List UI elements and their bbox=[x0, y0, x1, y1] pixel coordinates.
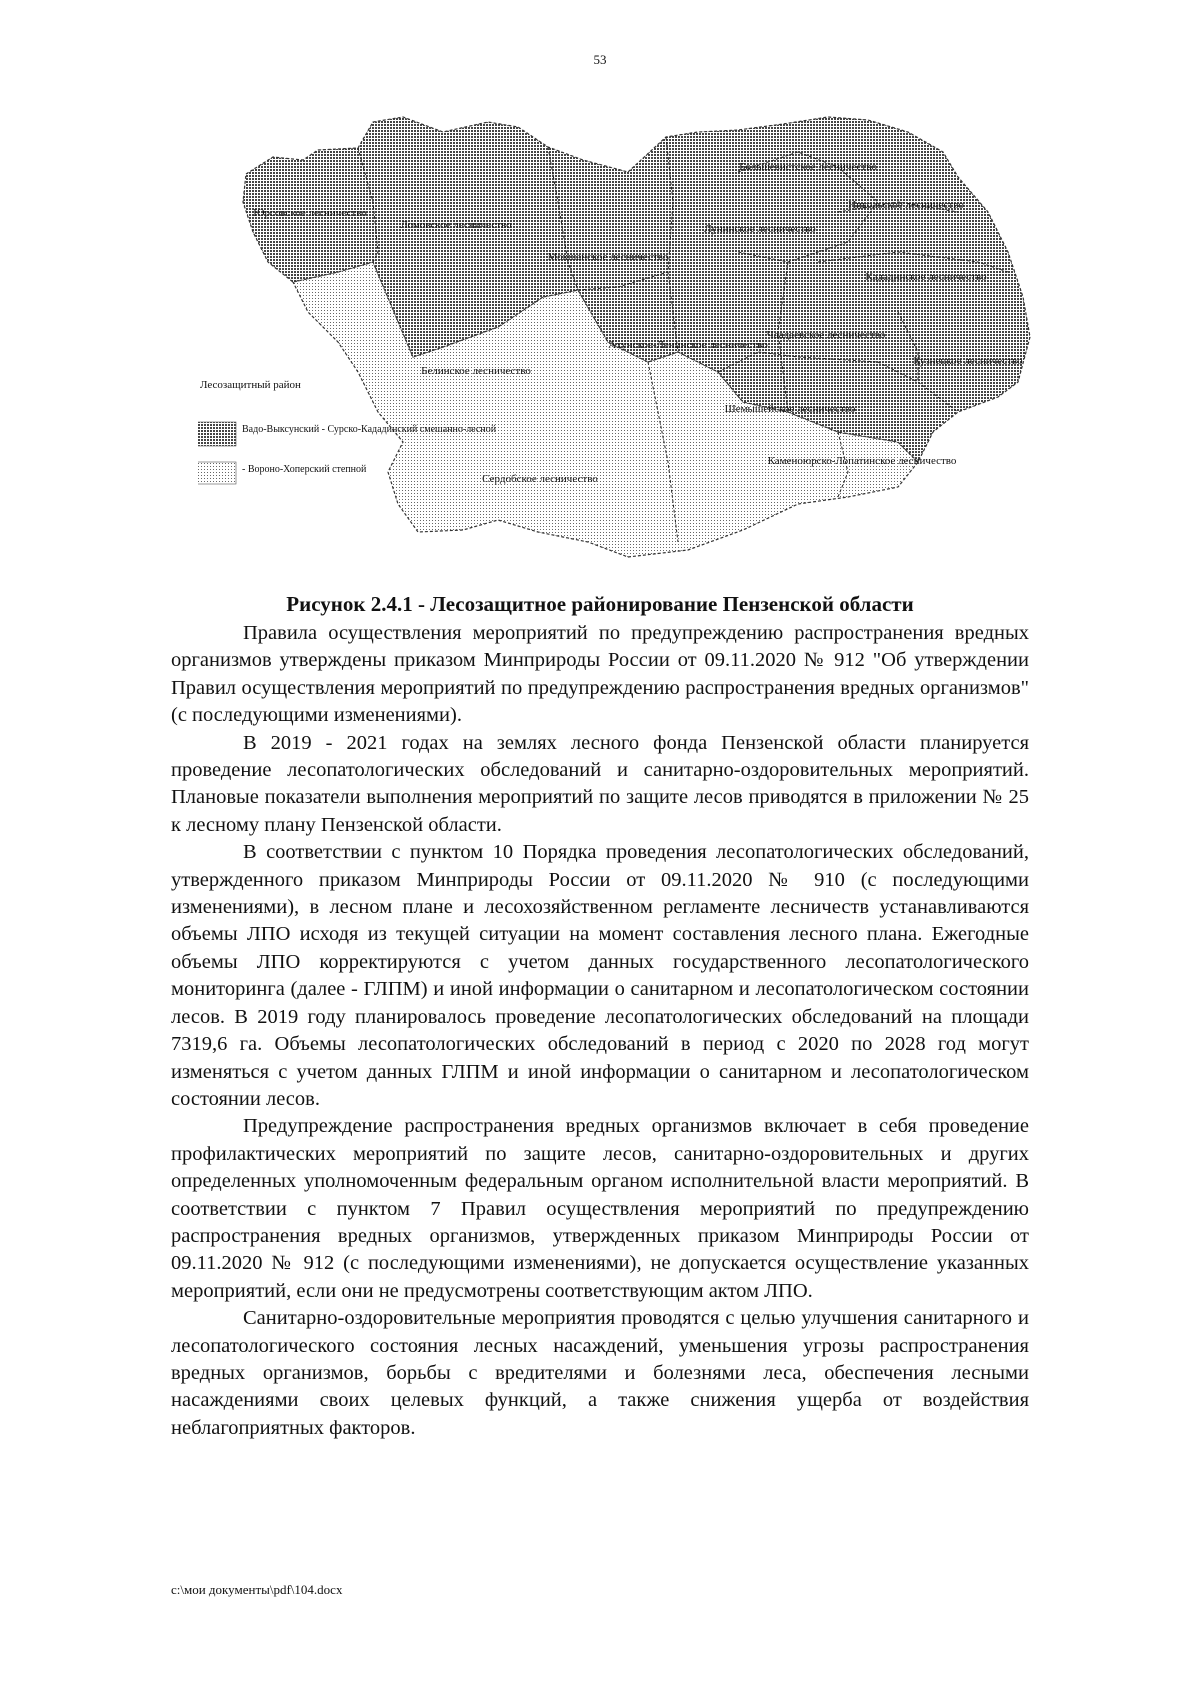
legend-title: Лесозащитный район bbox=[200, 379, 301, 391]
forest-protection-map bbox=[198, 112, 1038, 562]
map-label-luninskoe: Лунинское лесничество bbox=[704, 223, 816, 235]
legend-label-steppe: - Вороно-Хоперский степной bbox=[242, 464, 367, 475]
map-svg bbox=[198, 112, 1038, 562]
map-label-akhunskoe: Ахунское-Ленинское лесничество bbox=[608, 339, 768, 351]
legend-swatch-mixed-forest bbox=[198, 422, 236, 446]
paragraph: В соответствии с пунктом 10 Порядка проведения лесопатологических обследований, утвержденного приказом Минприроды России от 09.11.2020 № 910 (с последующими изменениями), в лесном плане и лесохозяйственном регламенте лесничеств устанавливаются объемы ЛПО исходя из текущей ситуации на момент составления лесного плана. Ежегодные объемы ЛПО корректируются с учетом данных государственного лесопатологического мониторинга (далее - ГЛПМ) и иной информации о санитарном и лесопатологическом состоянии лесов. В 2019 году планировалось проведение лесопатологических обследований на площади 7319,6 га. Объемы лесопатологических обследований в период с 2020 по 2028 год могут изменяться с учетом данных ГЛПМ и иной информации о санитарном и лесопатологическом состоянии лесов. bbox=[171, 841, 1029, 1110]
map-label-yursovskoe: Юрсовское лесничество bbox=[253, 207, 367, 219]
map-label-kamenoyurskoe: Каменоюрско-Лопатинское лесничество bbox=[767, 455, 957, 467]
legend-label-mixed-forest: Вадо-Выксунский - Сурско-Кададинский смешанно-лесной bbox=[242, 424, 497, 435]
map-label-belinskoe: Белинское лесничество bbox=[421, 365, 531, 377]
map-label-chaadaevskoe: Чаадаевское лесничество bbox=[766, 329, 886, 341]
map-label-lomovskoe: Ломовское лесничество bbox=[400, 219, 512, 231]
file-path-footer: c:\мои документы\pdf\104.docx bbox=[171, 1582, 343, 1597]
map-label-kuznetskoe: Кузнецкое лесничество bbox=[913, 355, 1023, 367]
map-label-nikolskoe: Никольское лесничество bbox=[848, 199, 964, 211]
legend-swatch-steppe bbox=[198, 462, 236, 484]
page-number: 53 bbox=[593, 52, 607, 67]
paragraph: В 2019 - 2021 годах на землях лесного фонда Пензенской области планируется проведение лесопатологических обследований и санитарно-оздоровительных мероприятий. Плановые показатели выполнения мероприятий по защите лесов приводятся в приложении № 25 к лесному плану Пензенской области. bbox=[171, 731, 1029, 836]
map-label-kadadinskoe: Кададинское лесничество bbox=[865, 271, 987, 283]
paragraph: Санитарно-оздоровительные мероприятия проводятся с целью улучшения санитарного и лесопатологического состояния лесных насаждений, уменьшения угрозы распространения вредных организмов, борьбы с вредителями и болезнями леса, обеспечения лесными насаждениями своих целевых функций, а также снижения ущерба от воздействия неблагоприятных факторов. bbox=[171, 1307, 1029, 1439]
figure-caption: Рисунок 2.4.1 - Лесозащитное районирование Пензенской области bbox=[286, 592, 914, 616]
map-label-shemysheyskoe: Шемышейское лесничество bbox=[724, 403, 856, 415]
paragraph: Правила осуществления мероприятий по предупреждению распространения вредных организмов утверждены приказом Минприроды России от 09.11.2020 № 912 "Об утверждении Правил осуществления мероприятий по предупреждению распространения вредных организмов" (с последующими изменениями). bbox=[171, 622, 1029, 727]
paragraph: Предупреждение распространения вредных организмов включает в себя проведение профилактических мероприятий по защите лесов, санитарно-оздоровительных и других определенных уполномоченным федеральным органом исполнительной власти мероприятий. В соответствии с пунктом 7 Правил осуществления мероприятий по предупреждению распространения вредных организмов, утвержденных приказом Минприроды России от 09.11.2020 № 912 (с последующими изменениями), не допускается осуществление указанных мероприятий, если они не предусмотрены соответствующим актом ЛПО. bbox=[171, 1115, 1029, 1302]
map-label-serdobskoe: Сердобское лесничество bbox=[482, 473, 598, 485]
body-text bbox=[171, 620, 1029, 1442]
map-label-bolshevistskoe: Большевистское лесничество bbox=[739, 161, 877, 173]
map-label-mokshanskoe: Мокшанское лесничество bbox=[547, 251, 669, 263]
